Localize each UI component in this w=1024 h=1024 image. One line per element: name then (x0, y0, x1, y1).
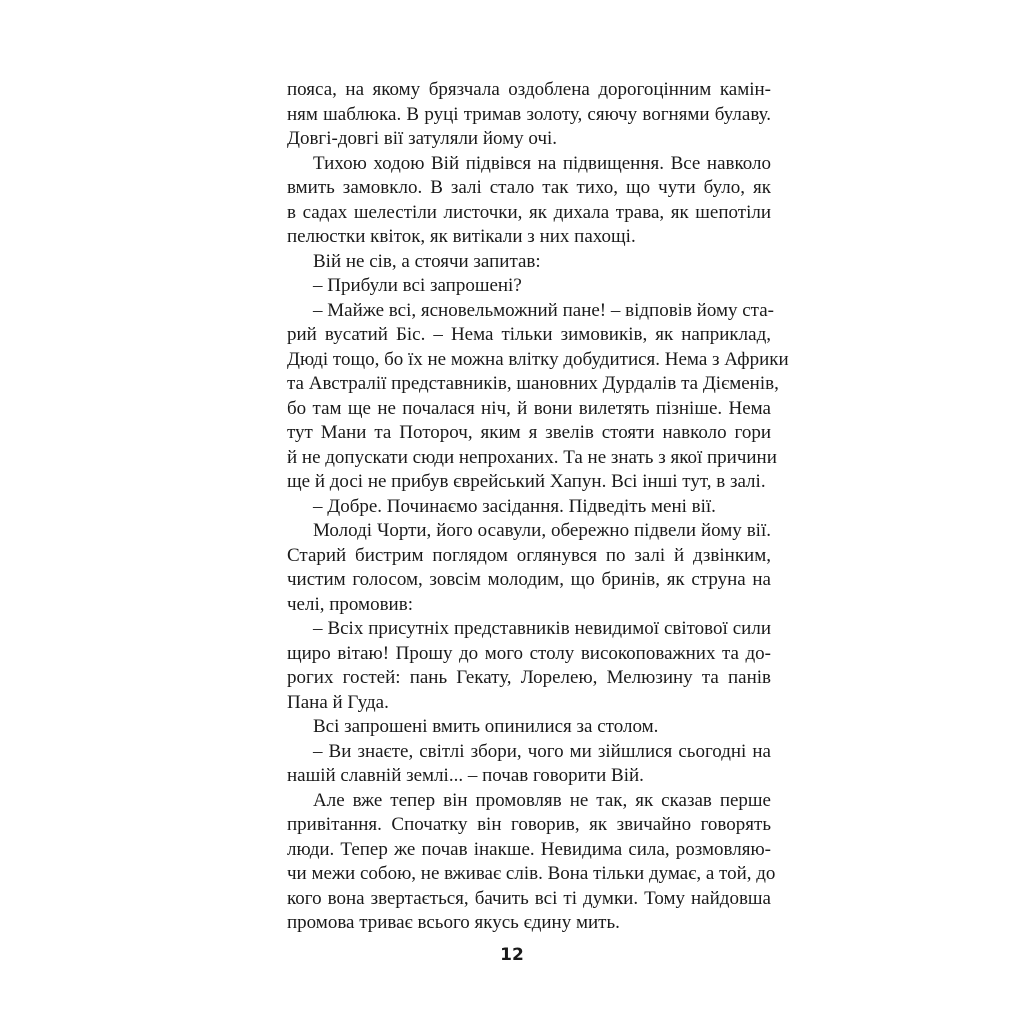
text-line: пояса, на якому брязчала оздоблена дорогоцінним камін- (287, 79, 771, 100)
text-line: кого вона звертається, бачить всі ті думки. Тому найдовша (287, 887, 771, 909)
text-line: Молоді Чорти, його осавули, обережно підвели йому вії. (313, 520, 771, 541)
text-line: бо там ще не почалася ніч, й вони вилетять пізніше. Нема (287, 397, 771, 419)
text-line: вмить замовкло. В залі стало так тихо, що чути було, як (287, 177, 771, 198)
text-line: – Прибули всі запрошені? (313, 275, 522, 296)
text-line: привітання. Спочатку він говорив, як звичайно говорять (287, 814, 771, 835)
text-line: пелюстки квіток, як витікали з них пахощі. (287, 226, 636, 247)
text-line: – Добре. Починаємо засідання. Підведіть мені вії. (313, 495, 716, 517)
text-line: ням шаблюка. В руці тримав золоту, сяючу вогнями булаву. (287, 103, 771, 125)
text-line: в садах шелестіли листочки, як дихала трава, як шепотіли (287, 201, 771, 223)
text-line: Вій не сів, а стоячи запитав: (313, 250, 541, 272)
text-line: Дюді тощо, бо їх не можна влітку добудитися. Нема з Африки (287, 348, 789, 370)
text-line: й не допускати сюди непроханих. Та не знать з якої причини (287, 446, 777, 468)
text-line: рий вусатий Біс. – Нема тільки зимовиків, як наприклад, (287, 324, 771, 345)
text-line: Але вже тепер він промовляв не так, як сказав перше (313, 789, 771, 811)
text-line: чи межи собою, не вживає слів. Вона тільки думає, а той, до (287, 863, 776, 884)
text-line: рогих гостей: пань Гекату, Лорелею, Мелюзину та панів (287, 667, 771, 688)
body-text (287, 78, 789, 936)
text-line: промова триває всього якусь єдину мить. (287, 912, 620, 933)
page-number: 12 (500, 945, 524, 965)
text-line: Пана й Гуда. (287, 691, 389, 713)
text-line: челі, промовив: (287, 593, 413, 615)
text-line: тут Мани та Потороч, яким я звелів стояти навколо гори (287, 422, 771, 443)
text-line: ще й досі не прибув єврейський Хапун. Всі інші тут, в залі. (287, 471, 766, 492)
text-line: люди. Тепер же почав інакше. Невидима сила, розмовляю- (287, 838, 771, 860)
text-line: Тихою ходою Вій підвівся на підвищення. Все навколо (313, 152, 771, 174)
text-line: та Австралії представників, шановних Дурдалів та Дієменів, (287, 373, 779, 394)
text-line: – Ви знаєте, світлі збори, чого ми зійшлися сьогодні на (313, 740, 771, 762)
text-line: чистим голосом, зовсім молодим, що бринів, як струна на (287, 569, 771, 590)
text-line: – Майже всі, ясновельможний пане! – відповів йому ста- (313, 299, 774, 321)
text-line: щиро вітаю! Прошу до мого столу високоповажних та до- (287, 642, 771, 664)
text-line: нашій славній землі... – почав говорити Вій. (287, 765, 644, 786)
text-line: – Всіх присутніх представників невидимої світової сили (313, 618, 771, 639)
text-line: Старий бистрим поглядом оглянувся по залі й дзвінким, (287, 544, 771, 566)
text-line: Довгі-довгі вії затуляли йому очі. (287, 128, 558, 149)
text-line: Всі запрошені вмить опинилися за столом. (313, 716, 659, 737)
